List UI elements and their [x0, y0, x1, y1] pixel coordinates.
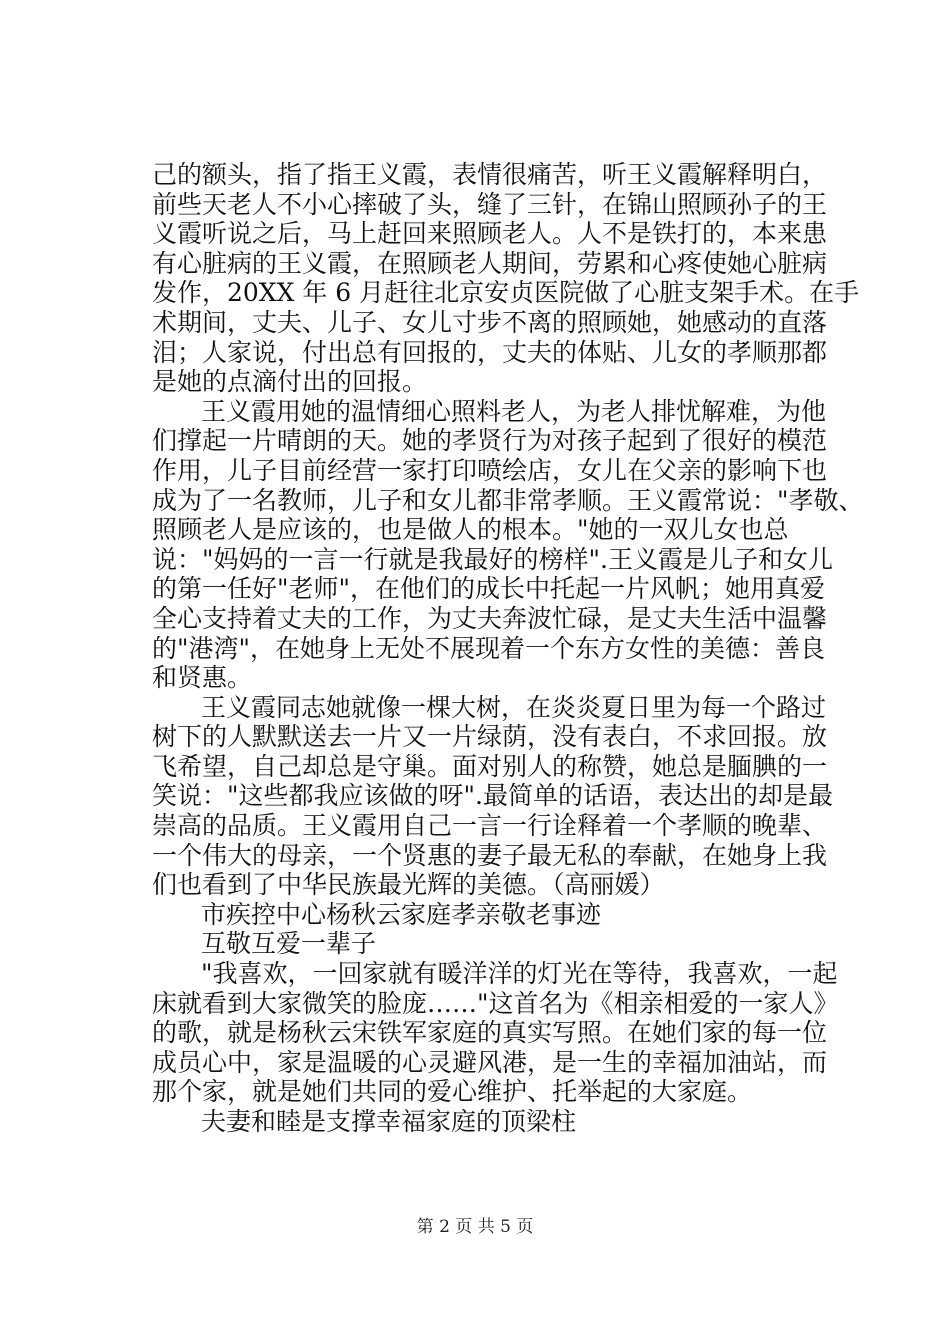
text-line: 泪；人家说，付出总有回报的，丈夫的体贴、儿女的孝顺那都 — [152, 337, 828, 367]
text-line: 作用，儿子目前经营一家打印喷绘店，女儿在父亲的影响下也 — [152, 455, 828, 485]
text-line: 说："妈妈的一言一行就是我最好的榜样".王义霞是儿子和女儿 — [152, 544, 833, 574]
text-line: 成为了一名教师，儿子和女儿都非常孝顺。王义霞常说："孝敬、 — [152, 485, 864, 515]
paragraph-first-line: "我喜欢，一回家就有暖洋洋的灯光在等待，我喜欢，一起 — [201, 959, 838, 989]
text-line: 床就看到大家微笑的脸庞……"这首名为《相亲相爱的一家人》 — [152, 988, 839, 1018]
text-line: 成员心中，家是温暖的心灵避风港，是一生的幸福加油站，而 — [152, 1047, 828, 1077]
text-line: 崇高的品质。王义霞用自己一言一行诠释着一个孝顺的晚辈、 — [152, 811, 828, 841]
text-line: 是她的点滴付出的回报。 — [152, 367, 428, 397]
text-line: 义霞听说之后，马上赶回来照顾老人。人不是铁打的，本来患 — [152, 219, 828, 249]
text-line: 那个家，就是她们共同的爱心维护、托举起的大家庭。 — [152, 1077, 753, 1107]
text-line: 己的额头，指了指王义霞，表情很痛苦，听王义霞解释明白， — [152, 160, 828, 189]
page-number-footer: 第 2 页 共 5 页 — [416, 1217, 534, 1237]
text-line: 笑说："这些都我应该做的呀".最简单的话语，表达出的却是最 — [152, 781, 833, 811]
text-line: 们撑起一片晴朗的天。她的孝贤行为对孩子起到了很好的模范 — [152, 426, 828, 456]
text-line: 的"港湾"，在她身上无处不展现着一个东方女性的美德：善良 — [152, 633, 826, 663]
text-line: 全心支持着丈夫的工作，为丈夫奔波忙碌，是丈夫生活中温馨 — [152, 603, 828, 633]
section-heading: 市疾控中心杨秋云家庭孝亲敬老事迹 — [201, 899, 602, 929]
text-line: 前些天老人不小心摔破了头，缝了三针，在锦山照顾孙子的王 — [152, 189, 828, 219]
document-body — [152, 160, 864, 1137]
text-line: 照顾老人是应该的，也是做人的根本。"她的一双儿女也总 — [152, 515, 789, 545]
paragraph-first-line: 王义霞同志她就像一棵大树，在炎炎夏日里为每一个路过 — [201, 692, 827, 722]
text-line: 术期间，丈夫、儿子、女儿寸步不离的照顾她，她感动的直落 — [152, 307, 828, 337]
text-line: 树下的人默默送去一片又一片绿荫，没有表白，不求回报。放 — [152, 722, 828, 752]
text-line: 和贤惠。 — [152, 663, 253, 693]
text-line: 一个伟大的母亲，一个贤惠的妻子最无私的奉献，在她身上我 — [152, 840, 828, 870]
text-line: 的歌，就是杨秋云宋铁军家庭的真实写照。在她们家的每一位 — [152, 1018, 828, 1048]
section-subheading: 夫妻和睦是支撑幸福家庭的顶梁柱 — [201, 1107, 577, 1136]
text-line: 们也看到了中华民族最光辉的美德。（高丽媛） — [152, 870, 665, 900]
text-line: 发作，20XX 年 6 月赶往北京安贞医院做了心脏支架手术。在手 — [152, 278, 860, 308]
text-line: 有心脏病的王义霞，在照顾老人期间，劳累和心疼使她心脏病 — [152, 248, 828, 278]
section-subheading: 互敬互爱一辈子 — [201, 929, 377, 959]
paragraph-first-line: 王义霞用她的温情细心照料老人，为老人排忧解难，为他 — [201, 396, 827, 426]
text-line: 的第一任好"老师"，在他们的成长中托起一片风帆；她用真爱 — [152, 574, 826, 604]
text-line: 飞希望，自己却总是守巢。面对别人的称赞，她总是腼腆的一 — [152, 751, 828, 781]
